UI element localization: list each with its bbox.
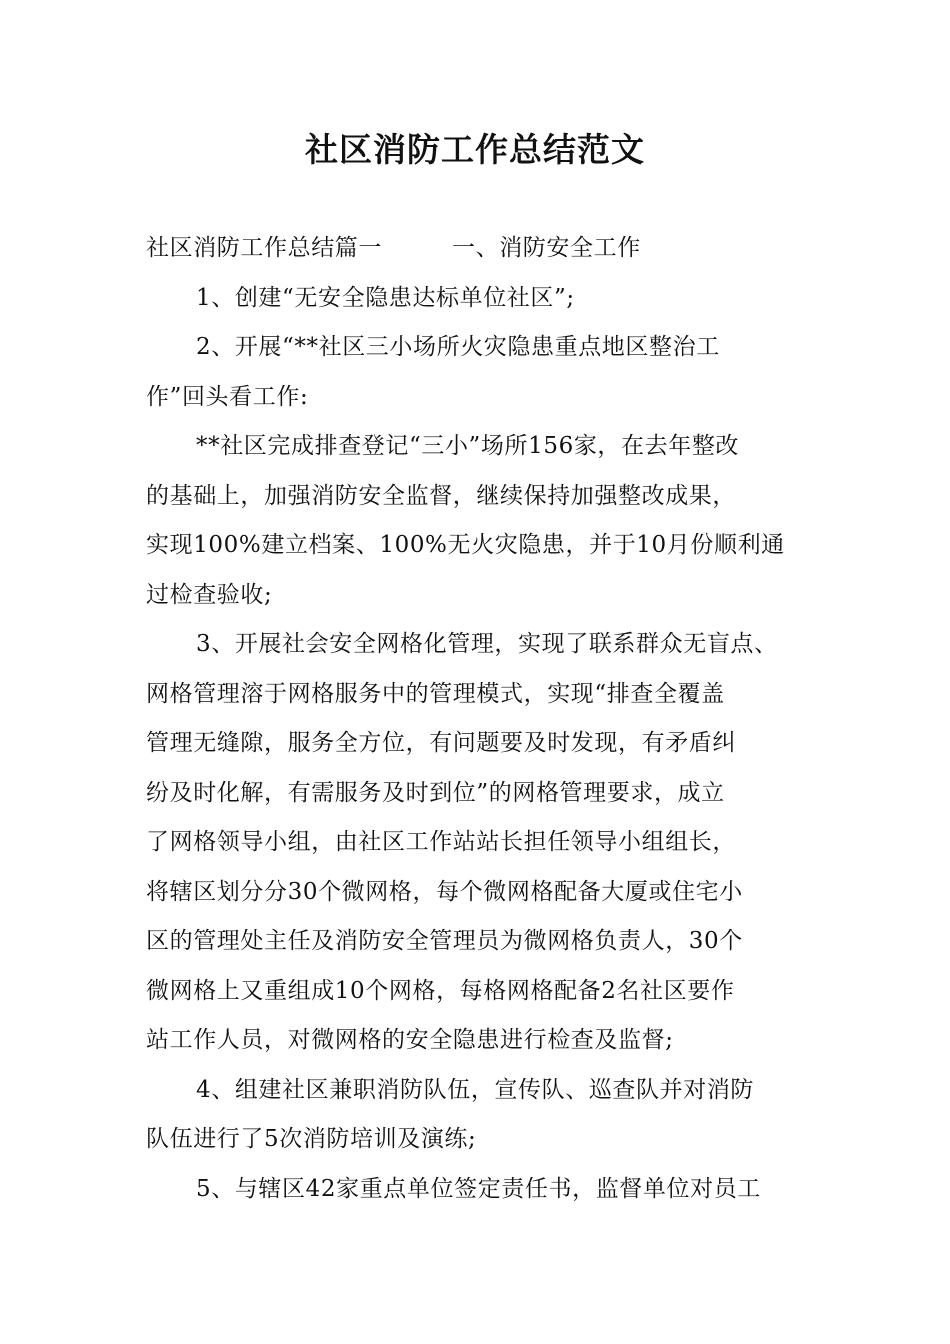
paragraph-line: 微网格上又重组成10个网格，每格网格配备2名社区要作 [146,977,735,1004]
paragraph-line: 1、创建“无安全隐患达标单位社区”; [196,284,575,311]
document-body [146,224,814,1214]
paragraph-line: 纷及时化解，有需服务及时到位”的网格管理要求，成立 [146,779,725,806]
paragraph-line: 4、组建社区兼职消防队伍，宣传队、巡查队并对消防 [196,1076,755,1103]
paragraph-line: 3、开展社会安全网格化管理，实现了联系群众无盲点、 [196,631,778,657]
document-title: 社区消防工作总结范文 [305,130,645,169]
paragraph-line: 网格管理溶于网格服务中的管理模式，实现“排查全覆盖 [146,680,725,707]
paragraph-line [146,224,814,274]
paragraph-line: 实现100%建立档案、100%无火灾隐患，并于10月份顺利通 [146,532,785,558]
subsection-heading: 一、消防安全工作 [452,235,641,261]
paragraph-line: **社区完成排查登记“三小”场所156家，在去年整改 [196,433,740,459]
paragraph-line: 队伍进行了5次消防培训及演练; [146,1126,477,1152]
paragraph-line: 5、与辖区42家重点单位签定责任书，监督单位对员工 [196,1175,761,1202]
paragraph-line: 的基础上，加强消防安全监督，继续保持加强整改成果， [146,482,736,509]
paragraph-line: 过检查验收; [146,581,273,608]
paragraph-line: 区的管理处主任及消防安全管理员为微网格负责人，30个 [146,928,743,954]
paragraph-line: 2、开展“**社区三小场所火灾隐患重点地区整治工 [196,334,720,360]
paragraph-line: 了网格领导小组，由社区工作站站长担任领导小组组长， [146,829,736,855]
paragraph-line: 管理无缝隙，服务全方位，有问题要及时发现，有矛盾纠 [146,730,736,756]
paragraph-line: 作”回头看工作: [146,383,309,410]
section-heading: 社区消防工作总结篇一 [146,235,382,261]
paragraph-line: 将辖区划分分30个微网格，每个微网格配备大厦或住宅小 [146,878,743,905]
paragraph-line: 站工作人员，对微网格的安全隐患进行检查及监督; [146,1027,674,1053]
